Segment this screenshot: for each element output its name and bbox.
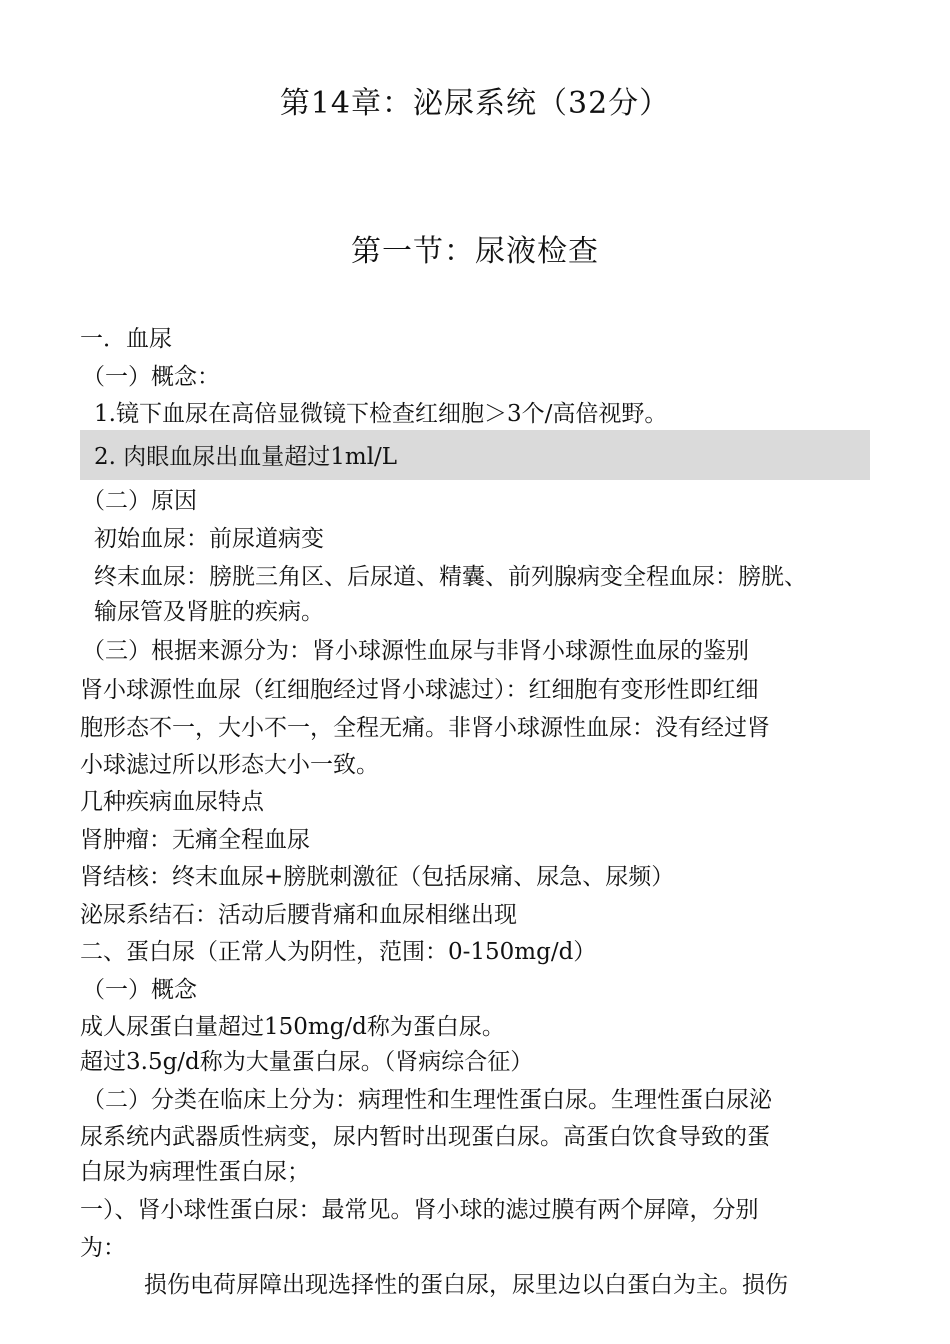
text-line: 为： <box>80 1235 126 1261</box>
subheading-source: （三）根据来源分为：肾小球源性血尿与非肾小球源性血尿的鉴别 <box>82 638 749 664</box>
text-line: 成人尿蛋白量超过150mg/d称为蛋白尿。 <box>80 1014 505 1040</box>
text-line: 损伤电荷屏障出现选择性的蛋白尿，尿里边以白蛋白为主。损伤 <box>144 1272 788 1298</box>
subheading-concept: （一）概念 <box>82 977 197 1003</box>
text-line: 肾结核：终末血尿+膀胱刺激征（包括尿痛、尿急、尿频） <box>80 864 675 890</box>
text-line: 1.镜下血尿在高倍显微镜下检查红细胞＞3个/高倍视野。 <box>94 401 668 427</box>
text-line: 初始血尿：前尿道病变 <box>94 526 324 552</box>
subheading-concept: （一）概念： <box>82 364 220 390</box>
text-line: 小球滤过所以形态大小一致。 <box>80 752 379 778</box>
text-line: 肾肿瘤：无痛全程血尿 <box>80 827 310 853</box>
subheading-causes: （二）原因 <box>82 488 197 514</box>
subheading-classification: （二）分类在临床上分为：病理性和生理性蛋白尿。生理性蛋白尿泌 <box>82 1087 772 1113</box>
highlighted-line: 2. 肉眼血尿出血量超过1ml/L <box>94 444 398 470</box>
text-line: 终末血尿：膀胱三角区、后尿道、精囊、前列腺病变全程血尿：膀胱、 <box>94 564 807 590</box>
text-line: 尿系统内武器质性病变，尿内暂时出现蛋白尿。高蛋白饮食导致的蛋 <box>80 1124 770 1150</box>
text-line: 胞形态不一，大小不一，全程无痛。非肾小球源性血尿：没有经过肾 <box>80 715 770 741</box>
text-line: 一）、肾小球性蛋白尿：最常见。肾小球的滤过膜有两个屏障，分别 <box>80 1197 759 1223</box>
chapter-title: 第14章：泌尿系统（32分） <box>279 86 671 121</box>
heading-hematuria: 一．血尿 <box>80 326 172 352</box>
text-line: 输尿管及肾脏的疾病。 <box>94 599 324 625</box>
text-line: 超过3.5g/d称为大量蛋白尿。（肾病综合征） <box>80 1049 534 1075</box>
text-line: 肾小球源性血尿（红细胞经过肾小球滤过）：红细胞有变形性即红细 <box>80 677 759 703</box>
heading-proteinuria: 二、蛋白尿（正常人为阴性，范围：0-150mg/d） <box>80 939 597 965</box>
text-line: 白尿为病理性蛋白尿； <box>80 1159 310 1185</box>
section-title: 第一节：尿液检查 <box>351 234 599 269</box>
text-line: 泌尿系结石：活动后腰背痛和血尿相继出现 <box>80 902 517 928</box>
text-line: 几种疾病血尿特点 <box>80 789 264 815</box>
